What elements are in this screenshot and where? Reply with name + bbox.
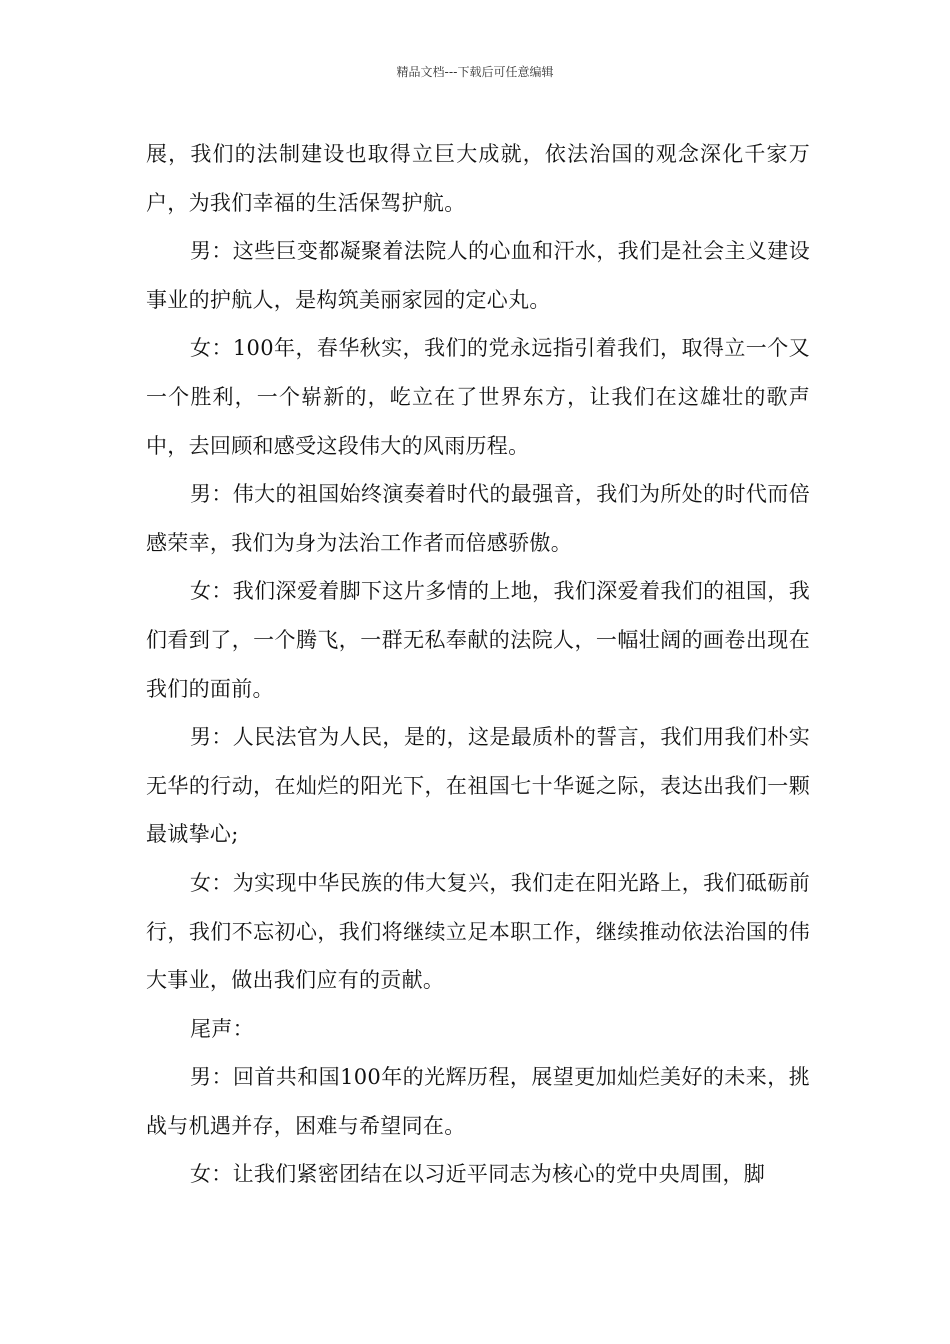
paragraph-4: 男：伟大的祖国始终演奏着时代的最强音，我们为所处的时代而倍感荣幸，我们为身为法治工作者而倍感骄傲。 (146, 482, 810, 555)
paragraph-6: 男：人民法官为人民，是的，这是最质朴的誓言，我们用我们朴实无华的行动，在灿烂的阳光下，在祖国七十华诞之际，表达出我们一颗最诚挚心; (146, 725, 810, 847)
paragraph-1: 展，我们的法制建设也取得立巨大成就，依法治国的观念深化千家万户，为我们幸福的生活保驾护航。 (146, 142, 810, 215)
section-heading-epilogue: 尾声： (190, 1016, 254, 1041)
paragraph-5: 女：我们深爱着脚下这片多情的上地，我们深爱着我们的祖国，我们看到了，一个腾飞，一群无私奉献的法院人，一幅壮阔的画卷出现在我们的面前。 (146, 579, 810, 701)
document-body (146, 130, 810, 1199)
paragraph-8: 男：回首共和国100年的光辉历程，展望更加灿烂美好的未来，挑战与机遇并存，困难与希望同在。 (146, 1065, 810, 1138)
paragraph-3: 女：100年，春华秋实，我们的党永远指引着我们，取得立一个又一个胜利，一个崭新的，屹立在了世界东方，让我们在这雄壮的歌声中，去回顾和感受这段伟大的风雨历程。 (146, 336, 810, 458)
paragraph-2: 男：这些巨变都凝聚着法院人的心血和汗水，我们是社会主义建设事业的护航人，是构筑美丽家园的定心丸。 (146, 239, 810, 312)
paragraph-9: 女：让我们紧密团结在以习近平同志为核心的党中央周围，脚 (190, 1162, 766, 1187)
page-header: 精品文档---下载后可任意编辑 (396, 65, 554, 79)
paragraph-7: 女：为实现中华民族的伟大复兴，我们走在阳光路上，我们砥砺前行，我们不忘初心，我们将继续立足本职工作，继续推动依法治国的伟大事业，做出我们应有的贡献。 (146, 870, 810, 993)
